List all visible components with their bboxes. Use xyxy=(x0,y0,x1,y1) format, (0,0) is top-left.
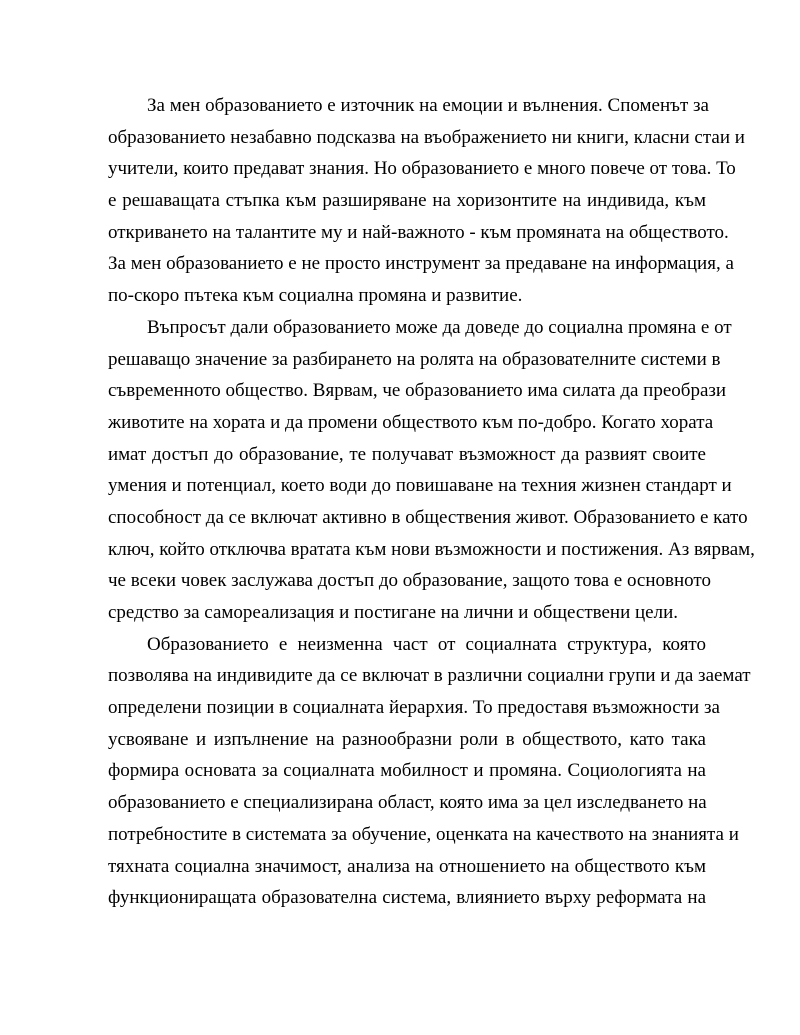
text-line: съвременното общество. Вярвам, че образованието има силата да преобрази xyxy=(108,380,727,402)
text-line: усвояване и изпълнение на разнообразни роли в обществото, като така xyxy=(108,728,706,750)
text-line: тяхната социална значимост, анализа на отношението на обществото към xyxy=(108,855,706,877)
text-line: потребностите в системата за обучение, оценката на качеството на знанията и xyxy=(108,823,739,845)
text-line: решаващо значение за разбирането на ролята на образователните системи в xyxy=(108,348,721,370)
text-line: функциониращата образователна система, влиянието върху реформата на xyxy=(108,887,706,909)
text-line: имат достъп до образование, те получават възможност да развият своите xyxy=(108,443,706,465)
text-line: по-скоро пътека към социална промяна и развитие. xyxy=(108,285,523,307)
text-line: умения и потенциал, което води до повишаване на техния жизнен стандарт и xyxy=(108,475,732,497)
paragraph-1 xyxy=(108,90,745,312)
text-line: животите на хората и да промени обществото към по-добро. Когато хората xyxy=(108,411,714,433)
text-line: Образованието е неизменна част от социалната структура, която xyxy=(147,633,706,655)
paragraph-3 xyxy=(108,629,751,914)
text-line: ключ, който отключва вратата към нови възможности и постижения. Аз вярвам, xyxy=(108,538,755,560)
text-line: Въпросът дали образованието може да доведе до социална промяна е от xyxy=(147,316,732,338)
document-body xyxy=(108,90,755,914)
text-line: определени позиции в социалната йерархия. То предоставя възможности за xyxy=(108,697,720,719)
text-line: е решаващата стъпка към разширяване на хоризонтите на индивида, към xyxy=(108,190,706,212)
text-line: откриването на талантите му и най-важното - към промяната на обществото. xyxy=(108,221,729,243)
text-line: средство за самореализация и постигане на лични и обществени цели. xyxy=(108,602,679,623)
text-line: че всеки човек заслужава достъп до образование, защото това е основното xyxy=(108,570,711,592)
text-line: За мен образованието е източник на емоции и вълнения. Споменът за xyxy=(147,95,709,116)
text-line: образованието незабавно подсказва на въображението ни книги, класни стаи и xyxy=(108,126,745,148)
text-line: формира основата за социалната мобилност и промяна. Социологията на xyxy=(108,760,706,782)
paragraph-2 xyxy=(108,312,755,629)
text-line: За мен образованието е не просто инструмент за предаване на информация, а xyxy=(108,253,734,275)
text-line: учители, които предават знания. Но образованието е много повече от това. То xyxy=(108,158,736,180)
text-line: способност да се включат активно в обществения живот. Образованието е като xyxy=(108,506,748,528)
text-line: образованието е специализирана област, която има за цел изследването на xyxy=(108,792,707,814)
text-line: позволява на индивидите да се включат в различни социални групи и да заемат xyxy=(108,665,751,687)
